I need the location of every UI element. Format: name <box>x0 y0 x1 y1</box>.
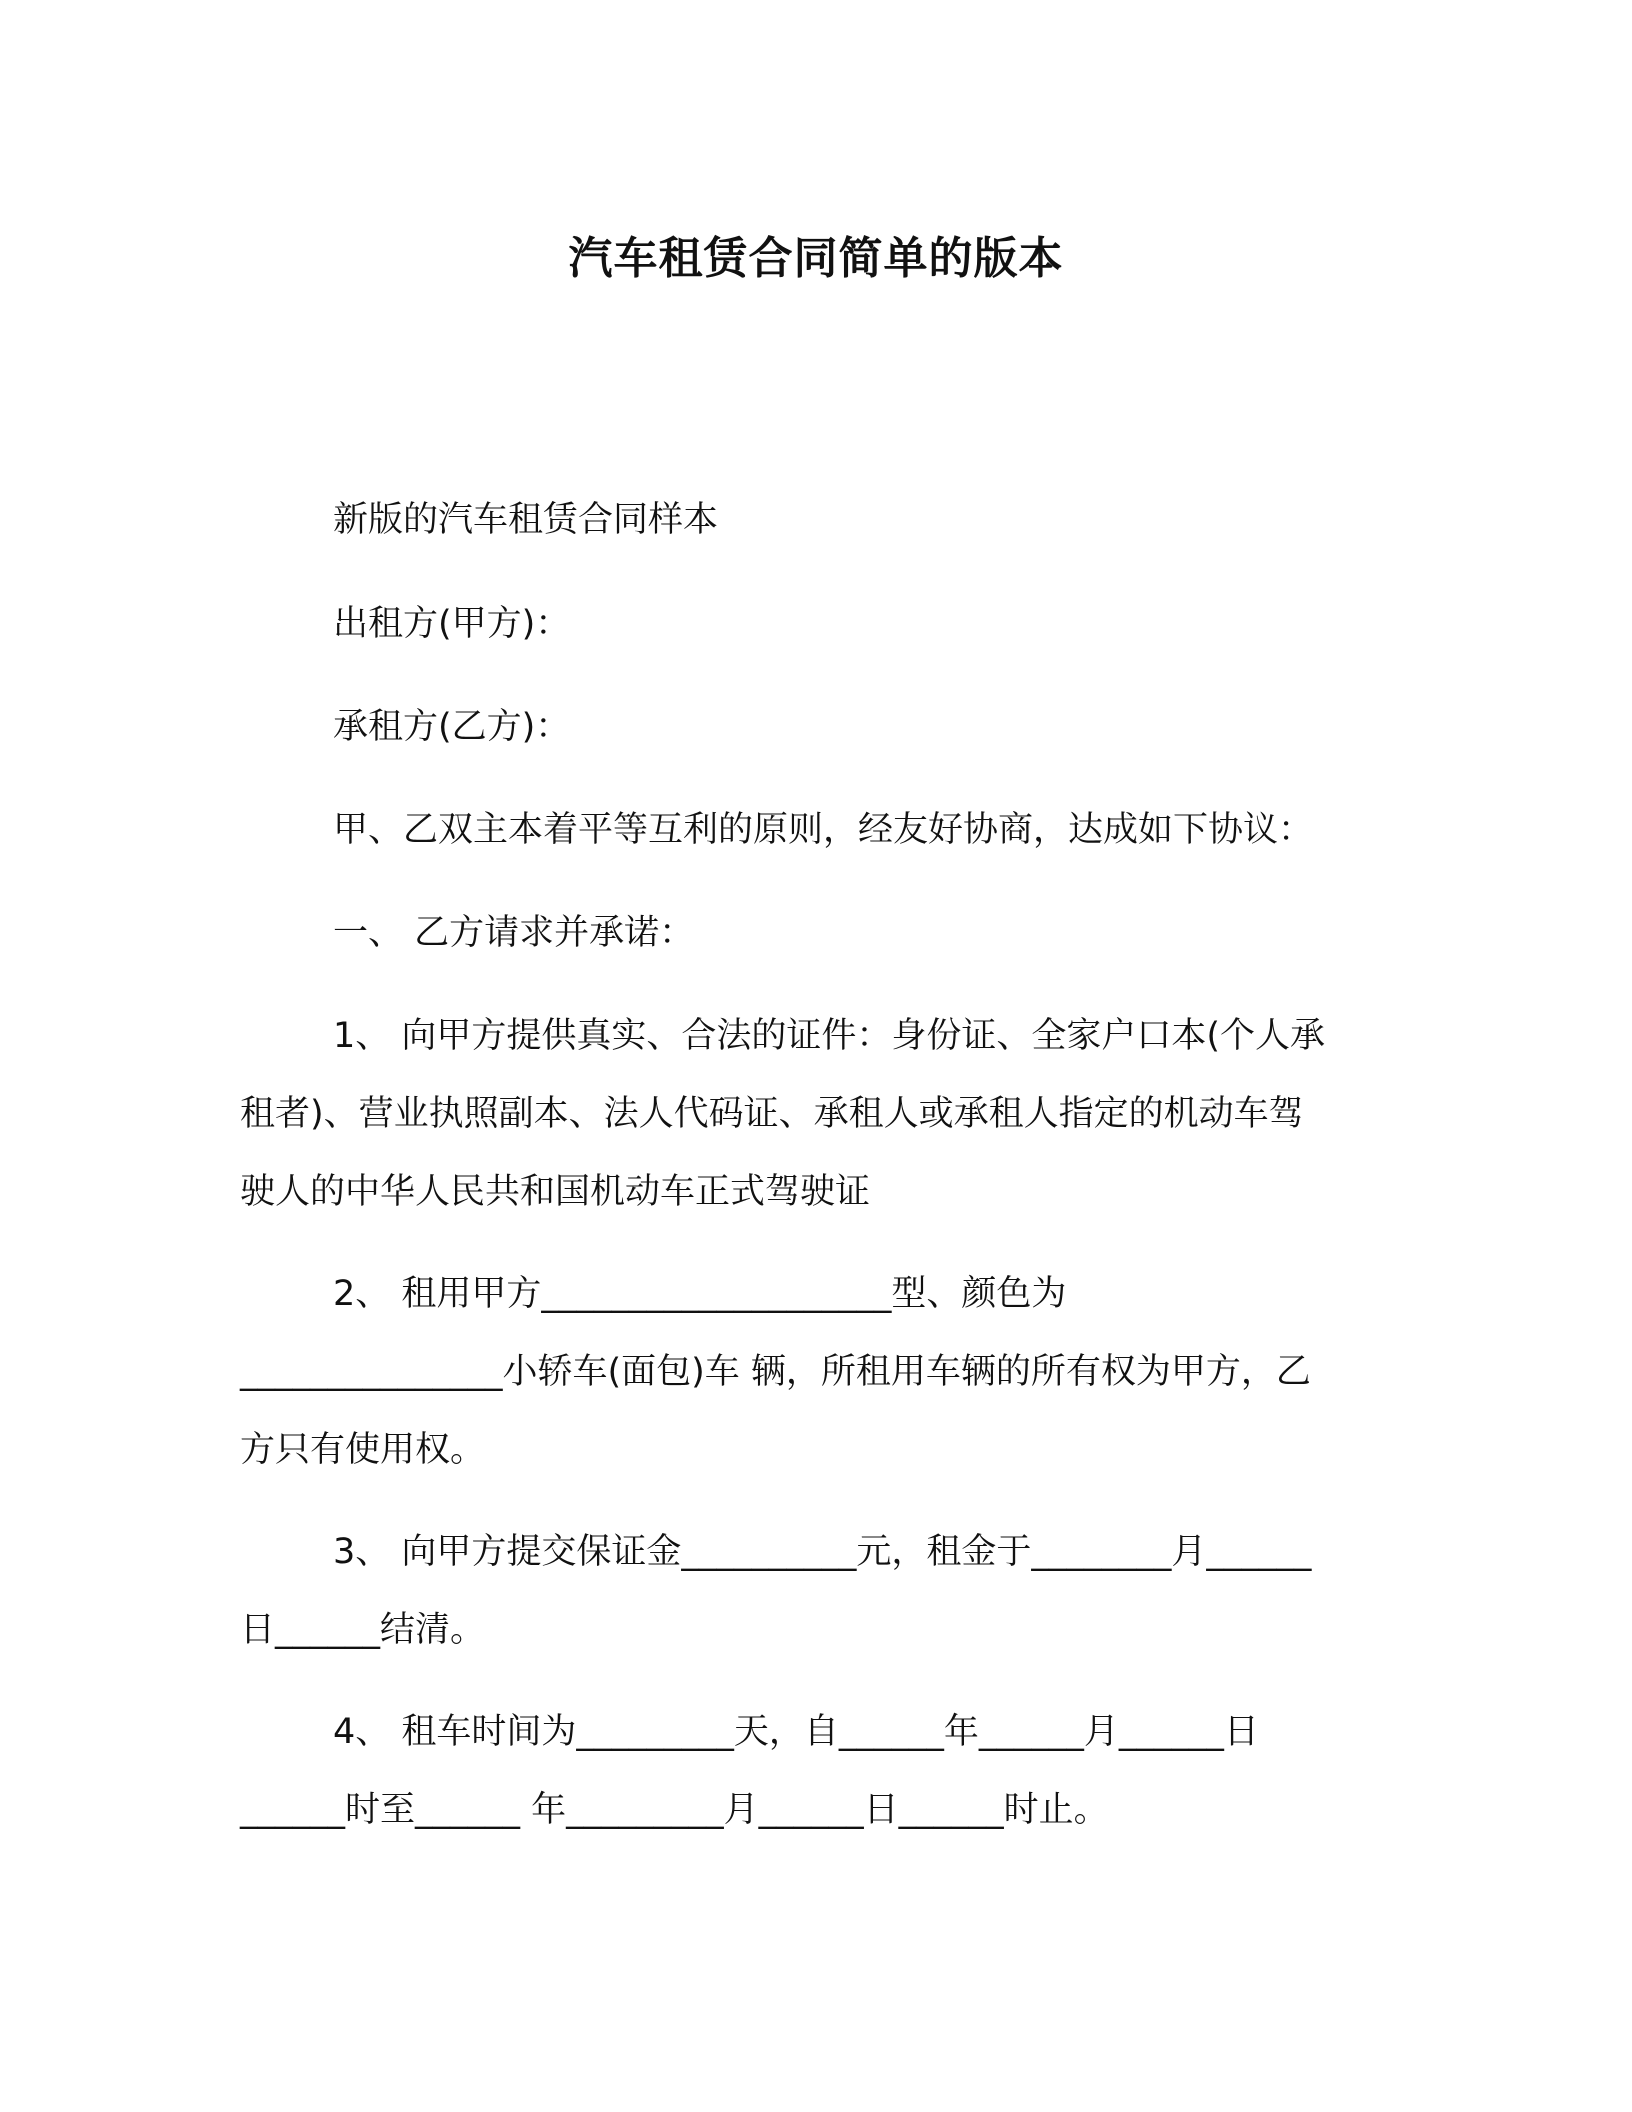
clause-1-line-3: 驶人的中华人民共和国机动车正式驾驶证 <box>240 1172 871 1212</box>
clause-2-line-2: _______________小轿车(面包)车 辆，所租用车辆的所有权为甲方，乙 <box>240 1352 1311 1392</box>
clause-3-line-2: 日______结清。 <box>240 1610 486 1650</box>
lessee-line: 承租方(乙方)： <box>333 707 571 747</box>
clause-4-line-2: ______时至______ 年_________月______日______时止。 <box>240 1790 1109 1830</box>
clause-1-line-1: 1、 向甲方提供真实、合法的证件：身份证、全家户口本(个人承 <box>333 1016 1326 1056</box>
clause-2-line-1: 2、 租用甲方____________________型、颜色为 <box>333 1274 1067 1314</box>
section-heading-one: 一、 乙方请求并承诺： <box>333 913 695 953</box>
clause-2-line-3: 方只有使用权。 <box>240 1430 486 1470</box>
lessor-line: 出租方(甲方)： <box>333 604 571 644</box>
agreement-intro: 甲、乙双主本着平等互利的原则，经友好协商，达成如下协议： <box>333 810 1314 850</box>
document-title: 汽车租赁合同简单的版本 <box>568 233 1064 284</box>
clause-3-line-1: 3、 向甲方提交保证金__________元，租金于________月______ <box>333 1532 1312 1572</box>
clause-4-line-1: 4、 租车时间为_________天，自______年______月______日 <box>333 1712 1259 1752</box>
contract-subtitle: 新版的汽车租赁合同样本 <box>333 500 719 540</box>
clause-1-line-2: 租者)、营业执照副本、法人代码证、承租人或承租人指定的机动车驾 <box>240 1094 1304 1134</box>
